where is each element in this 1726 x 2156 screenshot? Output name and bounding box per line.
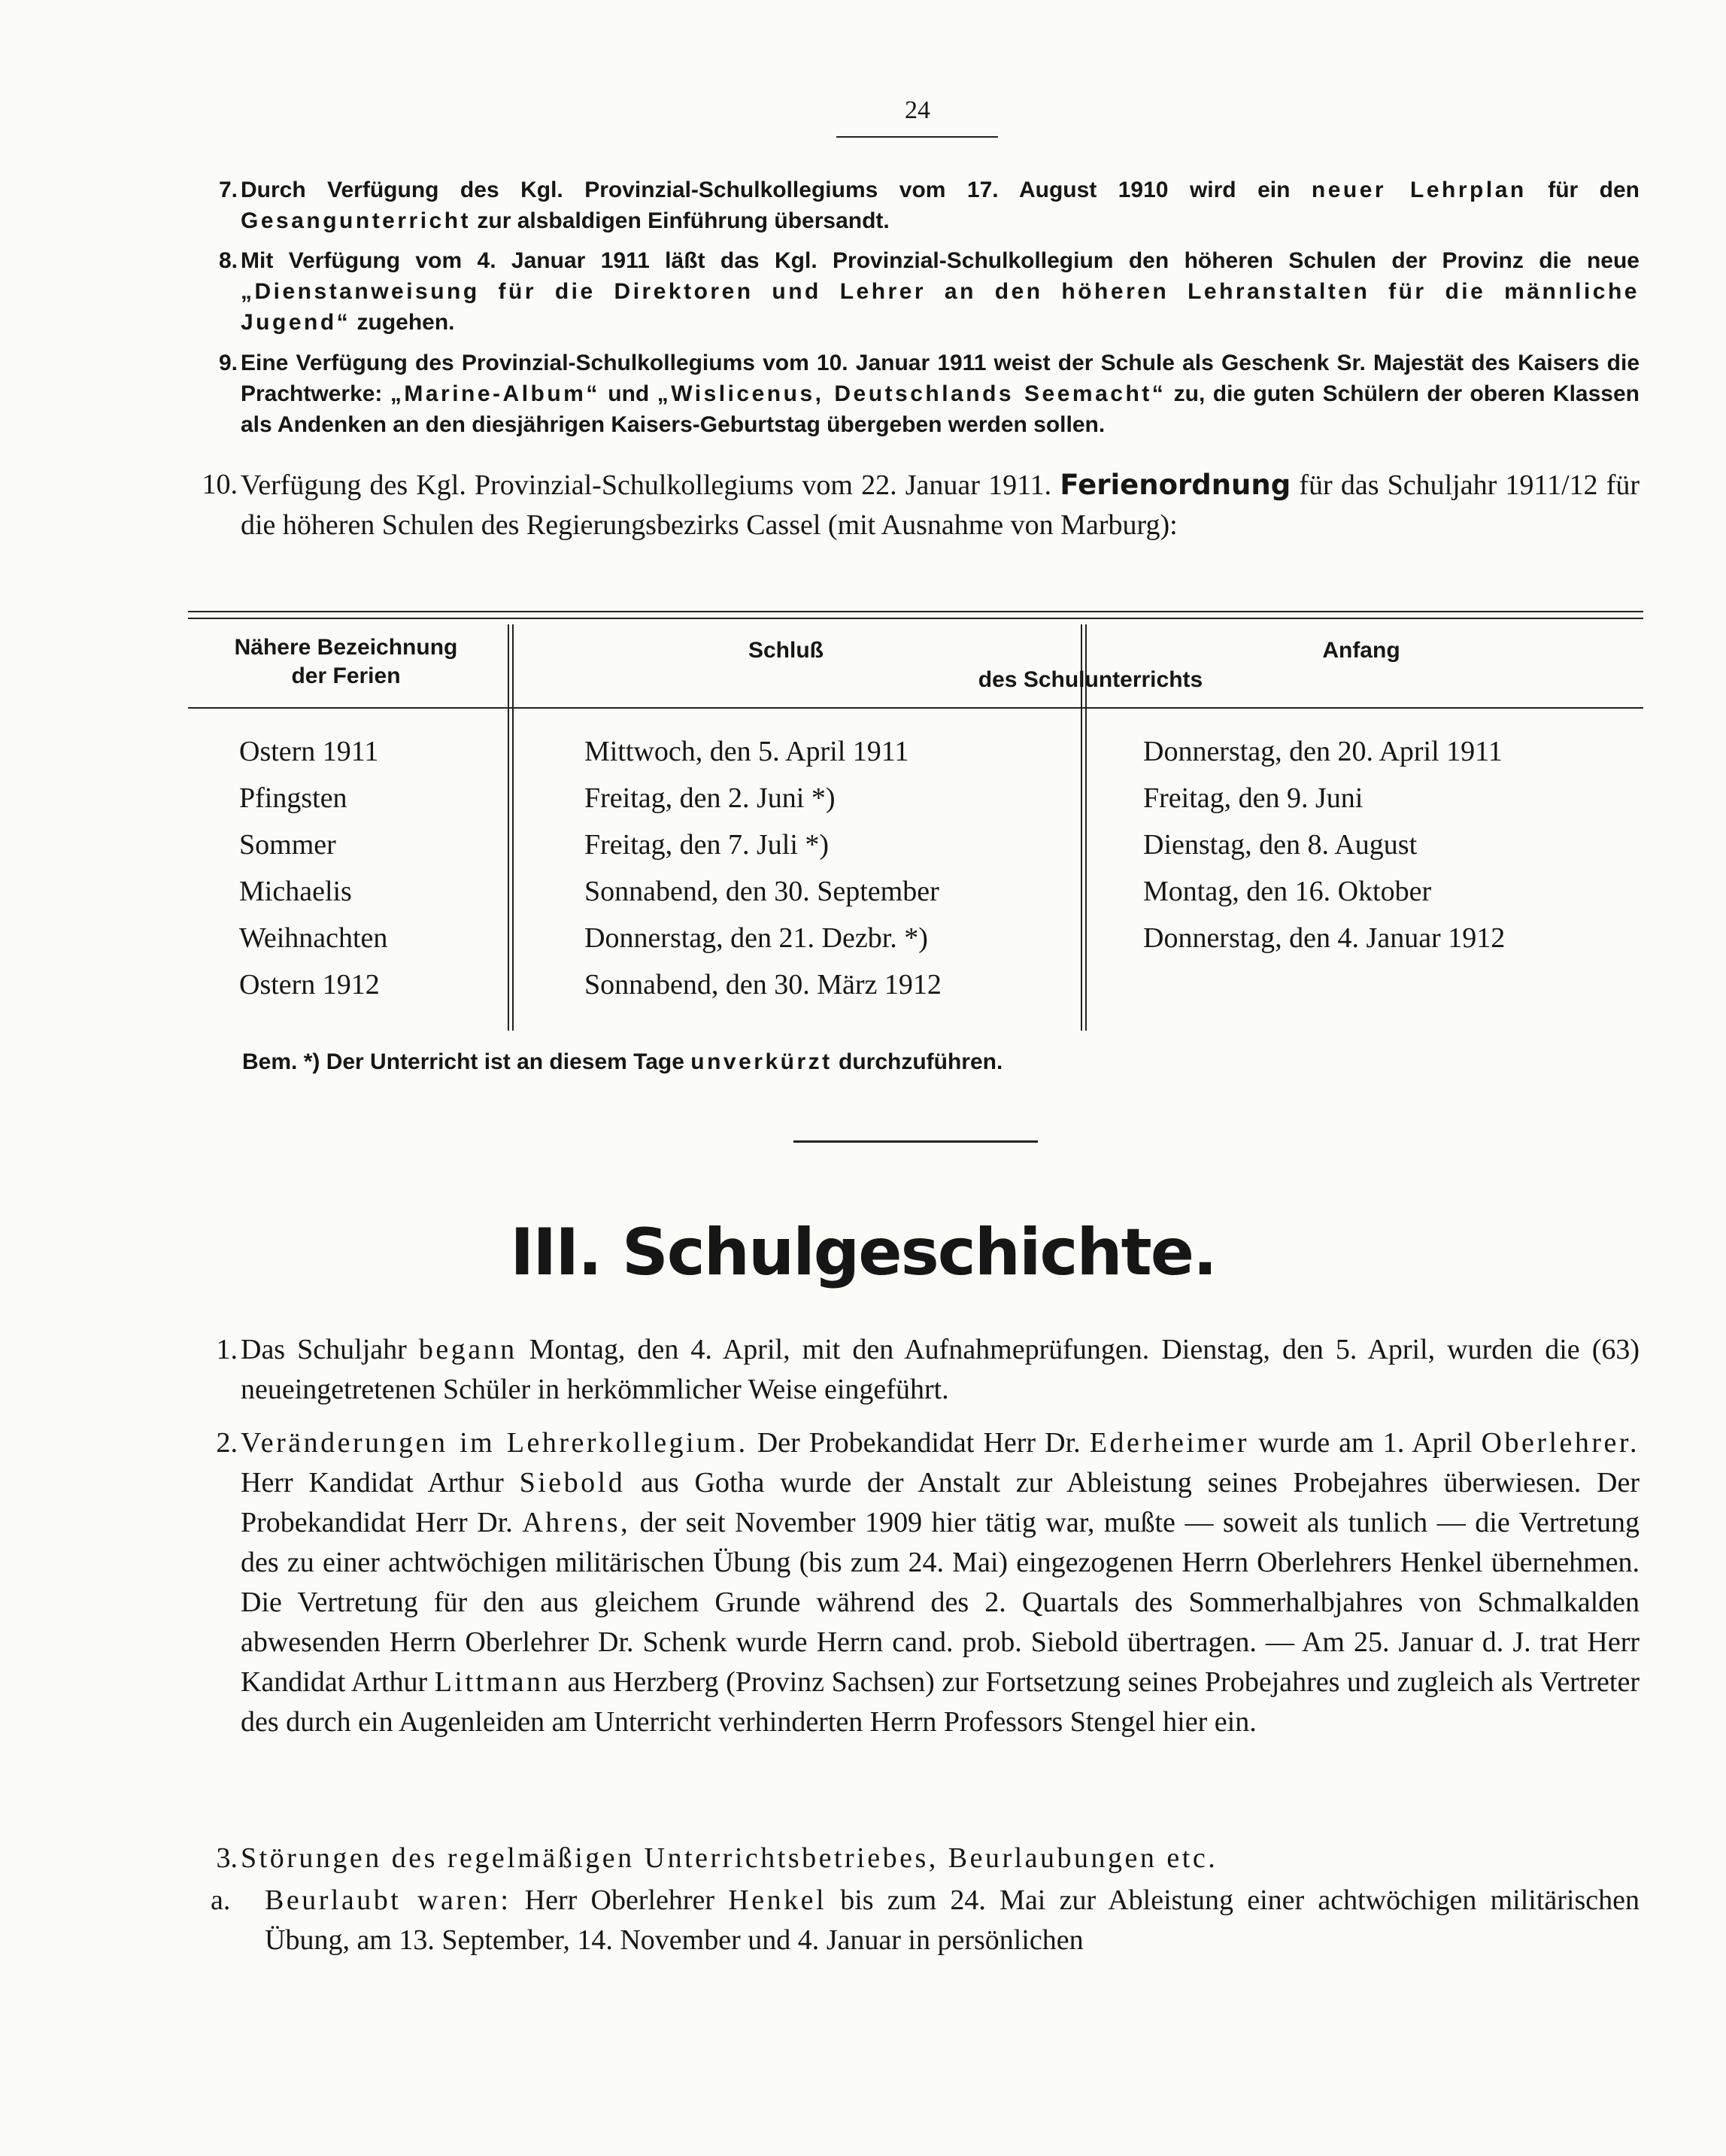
page-number: 24	[905, 96, 930, 124]
item-number: 2.	[216, 1427, 238, 1459]
emphasis-text: Störungen des regelmäßigen Unterrichtsbetriebes, Beurlaubungen etc.	[241, 1842, 1218, 1874]
text-run: bis zum 24. Mai zur Ableistung einer achtwöchigen militärischen Übung, am 13. September, 14. November und 4. Januar in persönlichen	[265, 1884, 1640, 1956]
text-run: der seit November 1909 hier tätig war, mußte — soweit als tunlich — die Vertretung des zu einer achtwöchigen militärischen Übung (bis zum 24. Mai) eingezogenen Herrn Oberlehrers Henkel übernehmen. Die Vertretung für den aus gleichem Grunde während des 2. Quartals des Sommerhalbjahres von Schmalkalden abwesenden Herrn Oberlehrer Dr. Schenk wurde Herrn cand. prob. Siebold übertragen. — Am 25. Januar d. J. trat Herr Kandidat Arthur	[241, 1507, 1640, 1698]
text-run: Herr Kandidat Arthur	[241, 1467, 520, 1499]
emphasis-text: Ederheimer	[1089, 1427, 1249, 1459]
emphasis-text: Ahrens,	[522, 1507, 631, 1538]
table-remark	[242, 1049, 1003, 1075]
item-text	[241, 175, 1640, 236]
text-run: Herr Oberlehrer	[511, 1884, 729, 1916]
item-number: a.	[211, 1884, 231, 1916]
list-item-10	[188, 465, 1640, 589]
school-start-date: Donnerstag, den 20. April 1911	[1143, 736, 1503, 767]
section-title: III. Schulgeschichte.	[510, 1215, 1216, 1290]
emphasis-text: „Marine-Album“	[390, 381, 600, 406]
emphasis-text: Gesangunterricht	[241, 208, 472, 233]
table-top-rule	[188, 611, 1643, 612]
table-head-rule	[188, 707, 1643, 709]
holiday-name: Ostern 1912	[239, 969, 380, 1001]
heading-inline: Ferienordnung	[1060, 469, 1291, 501]
item-number: 3.	[216, 1842, 238, 1874]
text-run: Verfügung des Kgl. Provinzial-Schulkollegiums vom 22. Januar 1911.	[241, 469, 1060, 501]
text-run: zu, die guten Schülern der oberen Klassen als Andenken an den diesjährigen Kaisers-Geburtstag übergeben werden sollen.	[241, 381, 1640, 437]
text-run: aus Gotha wurde der Anstalt zur Ableistung seines Probejahres überwiesen. Der Probekandidat Herr Dr.	[241, 1467, 1640, 1538]
header-line-1: Nähere Bezeichnung	[234, 635, 458, 660]
table-header-anfang: Anfang	[1322, 638, 1400, 663]
header-line-2: der Ferien	[291, 664, 401, 688]
remark-emphasis: unverkürzt	[690, 1049, 833, 1074]
item-number: 9.	[218, 351, 238, 375]
emphasis-text: Beurlaubt waren:	[265, 1884, 511, 1916]
table-header-schluss: Schluß	[748, 638, 824, 663]
text-run: zur alsbaldigen Einführung übersandt.	[471, 208, 890, 233]
text-run: Durch Verfügung des Kgl. Provinzial-Schulkollegiums vom 17. August 1910 wird ein	[241, 178, 1312, 202]
item-text	[265, 1881, 1640, 1960]
text-run: wurde am 1. April	[1249, 1427, 1482, 1459]
text-run: und	[599, 381, 657, 406]
text-run: Das Schuljahr	[241, 1334, 419, 1365]
item-number: 10.	[202, 469, 238, 500]
item-text	[241, 348, 1640, 440]
text-run: Eine Verfügung des Provinzial-Schulkollegiums vom 10. Januar 1911 weist der Schule als Geschenk Sr. Majestät des Kaisers die Prachtwerke:	[241, 351, 1640, 406]
item-number: 1.	[216, 1334, 238, 1365]
item-number: 8.	[218, 248, 238, 273]
school-end-date: Mittwoch, den 5. April 1911	[584, 736, 909, 767]
column-divider-1	[508, 624, 509, 1031]
emphasis-text: Siebold	[519, 1467, 626, 1499]
item-text	[241, 1839, 1640, 1878]
school-start-date: Montag, den 16. Oktober	[1143, 876, 1432, 907]
text-run: Der Probekandidat Herr Dr.	[748, 1427, 1090, 1459]
emphasis-text: Littmann	[434, 1666, 561, 1698]
item-text	[241, 1423, 1640, 1742]
school-end-date: Donnerstag, den 21. Dezbr. *)	[584, 922, 928, 954]
page-number-rule	[836, 136, 998, 138]
item-number: 7.	[218, 178, 238, 202]
list-item-7	[188, 175, 1640, 236]
school-end-date: Sonnabend, den 30. September	[584, 876, 939, 907]
emphasis-text: begann	[418, 1334, 517, 1365]
section-divider	[793, 1140, 1038, 1143]
emphasis-text: Oberlehrer.	[1481, 1427, 1640, 1459]
emphasis-text: neuer Lehrplan	[1311, 178, 1527, 202]
list-item-1	[188, 1330, 1640, 1413]
remark-text-end: durchzuführen.	[832, 1049, 1003, 1074]
emphasis-text: „Wislicenus, Deutschlands Seemacht“	[657, 381, 1166, 406]
table-header-common: des Schulunterrichts	[978, 667, 1203, 692]
text-run: zugehen.	[350, 310, 455, 335]
list-item-8	[188, 245, 1640, 339]
table-header-name	[188, 633, 504, 691]
item-text	[241, 1330, 1640, 1410]
holiday-name: Sommer	[239, 829, 336, 861]
school-start-date: Dienstag, den 8. August	[1143, 829, 1418, 861]
holiday-name: Ostern 1911	[239, 736, 379, 767]
remark-text: Bem. *) Der Unterricht ist an diesem Tage	[242, 1049, 691, 1074]
column-divider-1b	[512, 624, 514, 1031]
table-top-rule-2	[188, 618, 1643, 619]
emphasis-text: Veränderungen im Lehrerkollegium.	[241, 1427, 748, 1459]
emphasis-text: Henkel	[728, 1884, 827, 1916]
list-item-3a	[211, 1881, 1640, 1963]
item-text	[241, 245, 1640, 338]
holiday-name: Pfingsten	[239, 782, 347, 814]
list-item-9	[188, 348, 1640, 441]
text-run: für das Schuljahr 1911/12 für die höheren Schulen des Regierungsbezirks Cassel (mit Ausnahme von Marburg):	[241, 469, 1640, 541]
text-run: Mit Verfügung vom 4. Januar 1911 läßt das Kgl. Provinzial-Schulkollegium den höheren Schulen der Provinz die neue	[241, 248, 1640, 273]
holiday-name: Michaelis	[239, 876, 352, 907]
list-item-2	[188, 1423, 1640, 1830]
school-end-date: Freitag, den 2. Juni *)	[584, 782, 836, 814]
emphasis-text: „Dienstanweisung für die Direktoren und Lehrer an den höheren Lehranstalten für die männliche Jugend“	[241, 279, 1640, 335]
item-text	[241, 465, 1640, 545]
school-start-date: Freitag, den 9. Juni	[1143, 782, 1364, 814]
list-item-3	[188, 1839, 1640, 1881]
school-end-date: Sonnabend, den 30. März 1912	[584, 969, 942, 1001]
text-run: für den	[1526, 178, 1640, 202]
school-end-date: Freitag, den 7. Juli *)	[584, 829, 830, 861]
text-run: Montag, den 4. April, mit den Aufnahmeprüfungen. Dienstag, den 5. April, wurden die (63) neueingetretenen Schüler in herkömmlicher Weise eingeführt.	[241, 1334, 1640, 1405]
school-start-date: Donnerstag, den 4. Januar 1912	[1143, 922, 1506, 954]
text-run: aus Herzberg (Provinz Sachsen) zur Fortsetzung seines Probejahres und zugleich als Vertreter des durch ein Augenleiden am Unterricht verhinderten Herrn Professors Stengel hier ein.	[241, 1666, 1640, 1738]
holiday-name: Weihnachten	[239, 922, 388, 954]
